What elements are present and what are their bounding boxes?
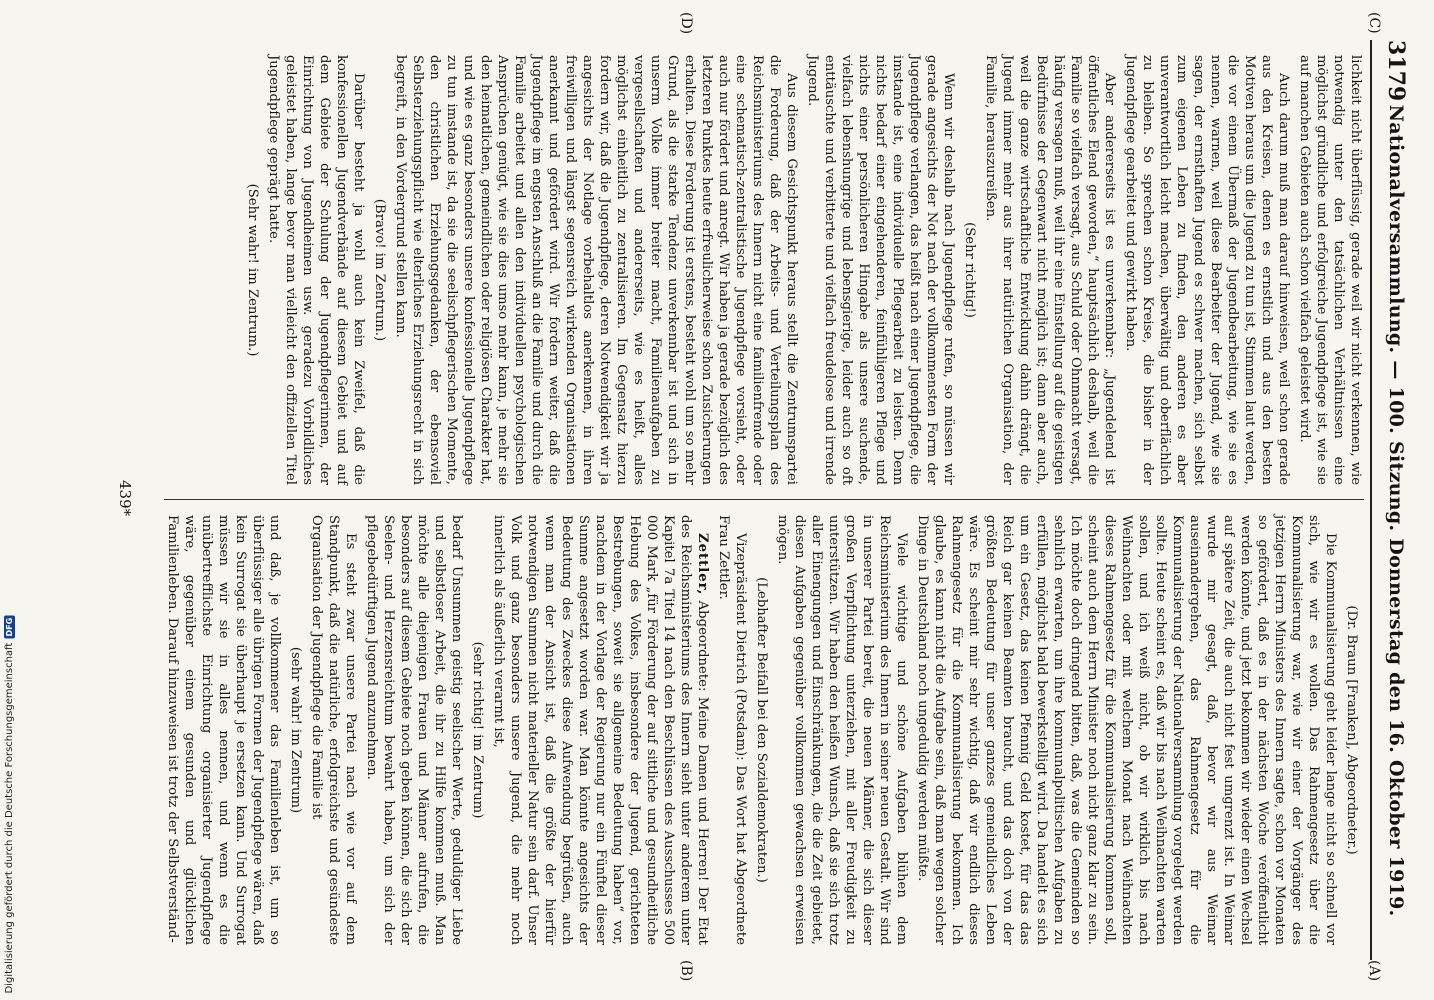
speaker-role: Abgeordnete: <box>695 600 710 692</box>
margin-letter-c: (C) <box>1366 12 1382 34</box>
interjection: (sehr wahr! im Zentrum) <box>288 646 303 814</box>
speaker-intro <box>490 515 711 945</box>
paragraph: Aber andererseits ist es unverkennbar: „Jugendelend ist öffentliches Elend geworden,“ hauptsächlich deshalb, weil die Familie so vielfach versagt, aus Schuld oder Ohnmacht versagt, häufig versagen muß, weil ihr eine Einstellung auf die geistigen Bedürfnisse der Gegenwart nicht möglich ist; dann aber auch, weil die ganze wirtschaftliche Entwicklung dahin drängt, die Jugend immer mehr aus ihrer natürlichen Organisation, der Familie, herauszureißen. <box>983 55 1117 485</box>
paragraph: Es steht zwar unsere Partei nach wie vor auf dem Standpunkt, daß die natürliche, erfolgreichste und gesündeste Organisation der Jugendpflege die Familie ist <box>309 515 358 945</box>
paragraph: Die Kommunalisierung geht leider lange nicht so schnell vor sich, wie wir es wollen. Das Rahmengesetz über die Kommunalisierung war, wie wir einer der Vorgänger des jetzigen Herrn Ministers des Innern sagte, schon vor Monaten so gefördert, daß es in der nächsten Woche veröffentlicht werden könnte, und jetzt bekommen wir wieder einen Wechsel auf spätere Zeit, die auch nicht fest umgrenzt ist. In Weimar wurde mir gesagt, daß, bevor wir aus Weimar auseinandergehen, das Rahmengesetz für die Kommunalisierung der Nationalversammlung vorgelegt werden sollte. Heute scheint es, daß wir bis nach Weihnachten warten sollen, und ich weiß nicht, ob wir wirklich bis nach Weihnachten oder mit welchem Monat nach Weihnachten dieses Rahmengesetz für die Kommunalisierung kommen soll, scheint auch dem Herrn Minister noch nicht ganz klar zu sein. Ich möchte doch dringend bitten, daß, was die Gemeinden so sehnlich erwarten, um ihre kommunalpolitischen Aufgaben zu erfüllen, möglichst bald bewerkstelligt wird. Da handelt es sich um ein Gesetz, das keinen Pfennig Geld kostet, für das das Reich gar keinen Beamten braucht, und das doch von der größten Bedeutung für unser ganzes gemeindliches Leben wäre. Es scheint mir sehr wichtig, daß wir endlich dieses Rahmengesetz für die Kommunalisierung bekommen. Ich glaube, es kann nicht die Aufgabe sein, daß man wegen solcher Dinge in Deutschland noch ungeduldig werden müßte. <box>915 515 1338 945</box>
running-title: Nationalversammlung. — 100. Sitzung. Donnerstag den 16. Oktober 1919. <box>1385 104 1407 917</box>
speaker-name: Zettler, <box>695 533 710 596</box>
speaker-note: (Dr. Braun [Franken], Abgeordneter.) <box>1344 605 1359 855</box>
interjection: (Sehr richtig!) <box>962 222 977 318</box>
page-header <box>1370 40 1420 960</box>
margin-letter-a: (A) <box>1366 960 1382 982</box>
interjection: (sehr richtig! im Zentrum) <box>470 641 485 819</box>
paragraph: Auch darum muß man darauf hinweisen, weil schon gerade aus den Kreisen, denen es ernstlich und aus den besten Motiven heraus um die Jugend zu tun ist, Stimmen laut werden, die vor einem Übermaß der Jugendbearbeitung, wie sie es nennen, warnen, weil diese Bearbeiter der Jugend, wie sie sagen, der ernsthaften Jugend es schwer machen, sich selbst zum eigenen Leben zu finden, den anderen es aber unverantwortlich leicht machen, überwältig und oberflächlich zu bleiben. So sprechen schon Kreise, die bisher in der Jugendpflege gearbeitet und gewirkt haben. <box>1123 55 1291 485</box>
paragraph: lichkeit nicht überflüssig, gerade weil wir nicht verkennen, wie notwendig unter den tatsächlichen Verhältnissen eine möglichst gründliche und erfolgreiche Jugendpflege ist, wie sie auf manchen Gebieten auch schon vielfach geleistet wird. <box>1297 55 1363 485</box>
page-number: 3179 <box>1383 40 1409 102</box>
paragraph: bedarf Unsummen geistig seelischer Werte, geduldiger Liebe und selbstloser Arbeit, die ihr zu Hilfe kommen muß. Man möchte alle diejenigen Frauen und Männer aufrufen, die besonders auf diesem Gebiete noch geben können, die sich der Seelen- und Herzensreichtum bewahrt haben, um sich der pflegebedürftigen Jugend anzunehmen. <box>364 515 464 945</box>
digitization-text: Digitalisierung gefördert durch die Deutsche Forschungsgemeinschaft <box>4 643 15 994</box>
paragraph: Viele wichtige und schöne Aufgaben blühen dem Reichsministerium des Innern in seiner neuen Gestalt. Wir sind in unserer Partei bereit, die neuen Männer, die sich dieser großen Verpflichtung unterziehen, mit aller Freudigkeit zu unterstützen. Wir haben den heißen Wunsch, daß sie sich trotz aller Einengungen und Einschränkungen, die die Zeit gebietet, diesen Aufgaben gegenüber vollkommen gewachsen erweisen mögen. <box>775 515 909 945</box>
paragraph: und daß, je vollkommener das Familienleben ist, um so überflüssiger alle übrigen Formen der Jugendpflege wären, daß kein Surrogat sie überhaupt je ersetzen kann. Und Surrogat müssen wir sie in alles nennen, und wenn es die unübertrefflichste Einrichtung organisierter Jugendpflege wäre, gegenüber einem gesunden und glücklichen Familienleben. Darauf hinzuweisen ist trotz der Selbstverständ- <box>165 515 282 945</box>
digitization-note <box>4 616 15 994</box>
interjection: (Lebhafter Beifall bei den Sozialdemokraten.) <box>754 577 769 883</box>
left-column <box>240 55 1364 485</box>
interjection: (Sehr wahr! im Zentrum.) <box>245 183 260 357</box>
paragraph: Meine Damen und Herren! Der Etat des Reichsministeriums des Innern sieht unter anderem unter Kapitel 7a Titel 14 nach den Beschlüssen des Ausschusses 500 000 Mark „für Förderung der auf sittliche und gesundheitliche Hebung des Volkes, insbesondere der Jugend, gerichteten Bestrebungen, soweit sie allgemeine Bedeutung haben“ vor, nachdem in der Vorlage der Regierung nur ein Fünftel dieser Summe angesetzt worden war. Man könnte angesichts der Bedeutung des Zweckes diese Aufwendung begrüßen, auch wenn man der Ansicht ist, daß die größte der hierfür notwendigen Summen nicht materieller Natur sein darf. Unser Volk und ganz besonders unsere Jugend, die mehr noch innerlich als äußerlich verarmt ist, <box>491 515 710 945</box>
paragraph: Darüber besteht ja wohl auch kein Zweifel, daß die konfessionellen Jugendverbände auf diesem Gebiet und auf dem Gebiete der Schulung der Jugendpflegerinnen, der Einrichtung von Jugendheimen usw. geradezu Vorbildliches geleistet haben, lange bevor man vielleicht den offiziellen Titel Jugendpflege geprägt hatte. <box>266 55 366 485</box>
margin-letter-d: (D) <box>678 12 694 35</box>
paragraph: Aus diesem Gesichtspunkt heraus stellt die Zentrumspartei die Forderung, daß der Arbeits- und Verteilungsplan des Reichsministeriums des Innern nicht eine familienfremde oder eine schematisch-zentralistische Jugendpflege vorsieht, oder auch nur fördert und anregt. Wir haben ja gerade bezüglich des letzteren Punktes heute erfreulicherweise schon Zusicherungen erhalten. Diese Forderung ist erstens, besteht wohl um so mehr Grund, als die starke Tendenz unverkennbar ist und sich in unserm Volke immer breiter macht, Familienaufgaben zu vergesellschaften und andererseits, wie es heißt, alles möglichst einheitlich zu zentralisieren. Im Gegensatz hierzu fordern wir, daß die Jugendpflege, deren Notwendigkeit wir ja angesichts der Notlage vorbehaltlos anerkennen, in ihren freiwilligen und längst segensreich wirkenden Organisationen anerkannt und gefördert wird. Wir fordern weiter, daß die Jugendpflege im engsten Anschluß an die Familie und durch die Familie arbeitet und allen den individuellen psychologischen Ansprüchen genügt, wie sie dies umso mehr kann, je mehr sie den heimatlichen, gemeindlichen oder religiösen Charakter hat, und wie es ganz besonders unsere konfessionelle Jugendpflege zu tun imstande ist, da sie die seelischpflegerischen Momente, den christlichen Erziehungsgedanken, der ebensoviel Selbsterziehungspflicht wie elterliches Erziehungsrecht in sich begreift, in den Vordergrund stellen kann. <box>393 55 799 485</box>
dfg-logo-icon: DFG <box>5 618 14 638</box>
margin-letter-b: (B) <box>678 960 694 982</box>
column-divider <box>164 499 1364 500</box>
folio-number: 439* <box>116 480 134 517</box>
paragraph: Wenn wir deshalb nach Jugendpflege rufen, so müssen wir gerade angesichts der Not nach der vollkommensten Form der Jugendpflege verlangen, das heißt nach einer Jugendpflege, die imstande ist, eine individuelle Pflegearbeit zu leisten. Denn nichts bedarf einer eingehenderen, feinfühligeren Pflege und nichts einer persönlicheren Hingabe als unsere suchende, vielfach lebenshungrige und lebensgierige, leider auch so oft enttäuschte und verbitterte und vielfach freudelose und irrende Jugend. <box>805 55 956 485</box>
interjection: (Bravo! im Zentrum.) <box>372 198 387 342</box>
right-column <box>160 515 1364 945</box>
chair-announcement: Vizepräsident Dietrich (Potsdam): Das Wort hat Abgeordnete Frau Zettler. <box>716 515 748 945</box>
